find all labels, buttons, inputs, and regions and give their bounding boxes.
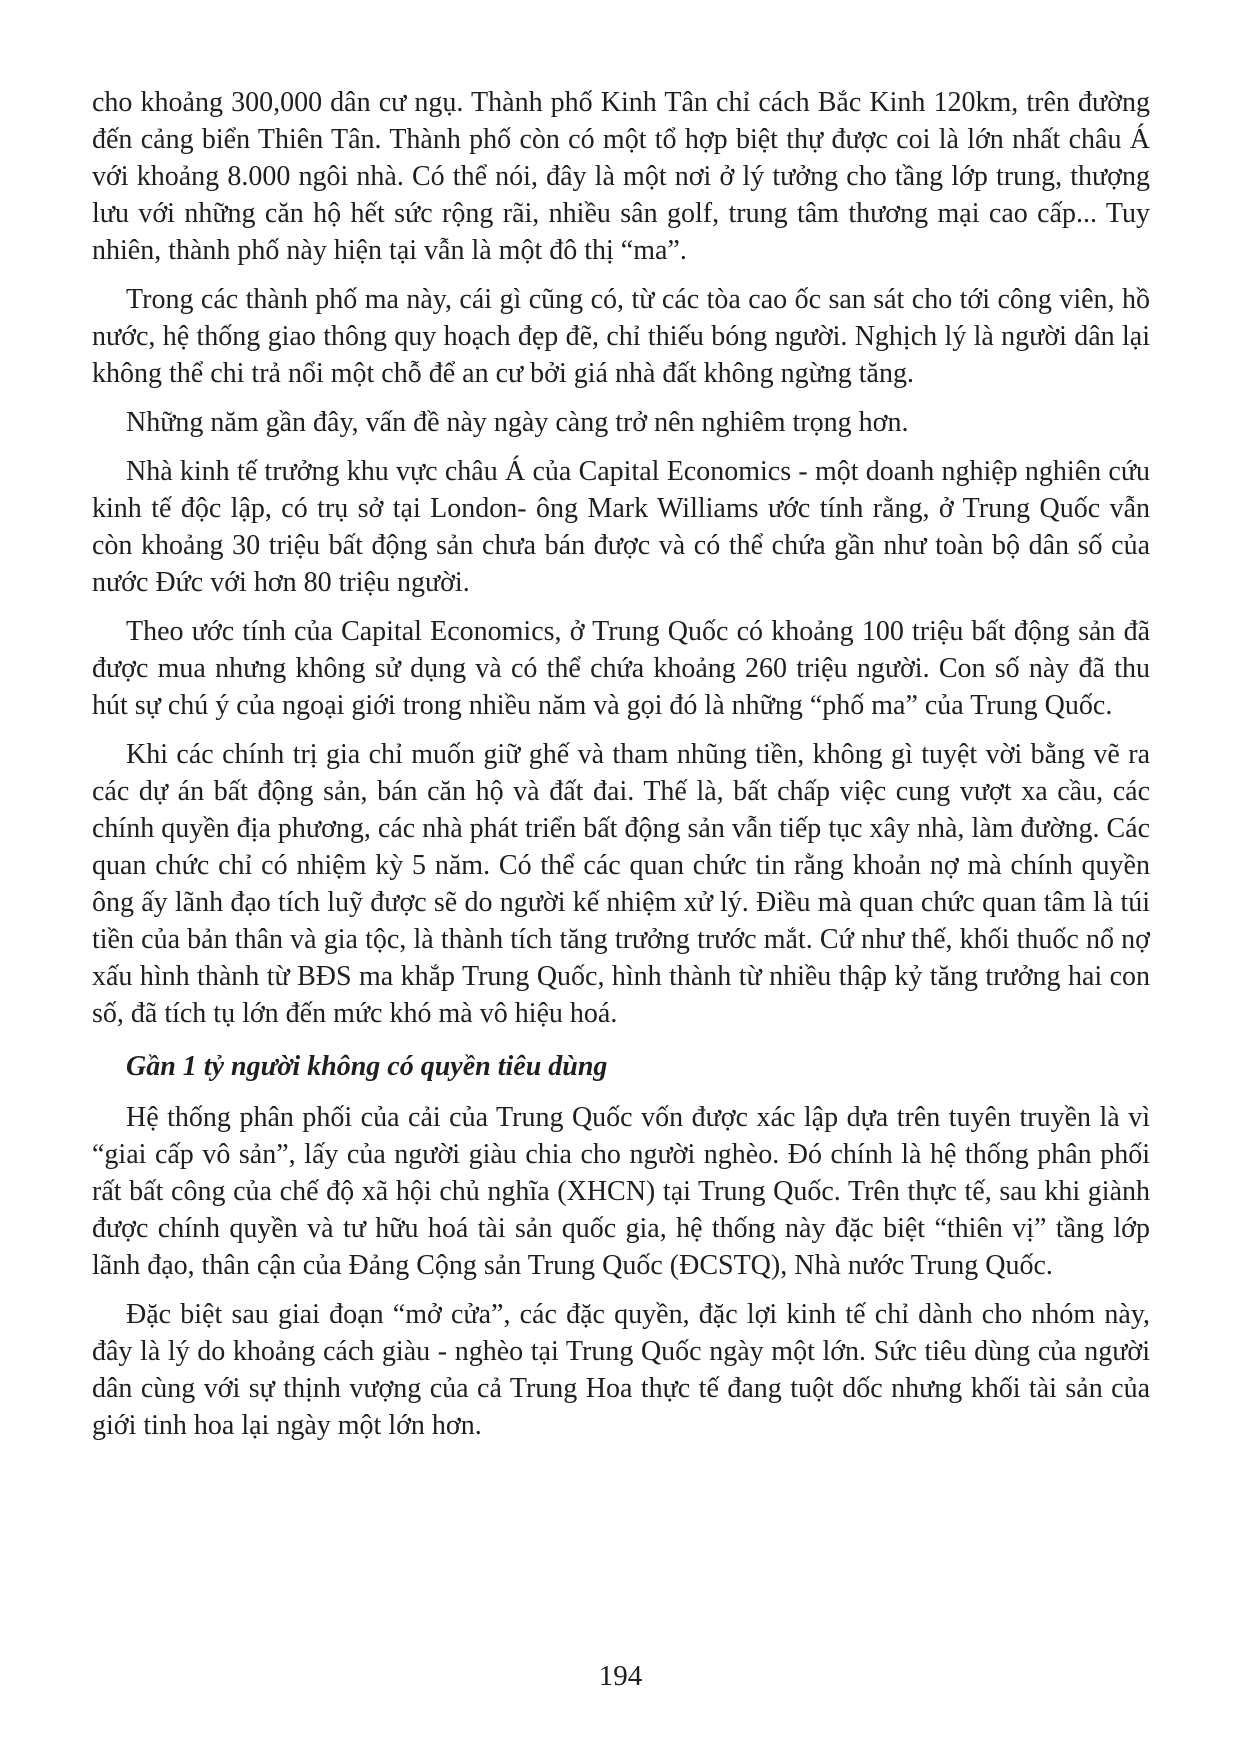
paragraph: Khi các chính trị gia chỉ muốn giữ ghế và tham nhũng tiền, không gì tuyệt vời bằng vẽ ra các dự án bất động sản, bán căn hộ và đất đai. Thế là, bất chấp việc cung vượt xa cầu, các chính quyền địa phương, các nhà phát triển bất động sản vẫn tiếp tục xây nhà, làm đường. Các quan chức chỉ có nhiệm kỳ 5 năm. Có thể các quan chức tin rằng khoản nợ mà chính quyền ông ấy lãnh đạo tích luỹ được sẽ do người kế nhiệm xử lý. Điều mà quan chức quan tâm là túi tiền của bản thân và gia tộc, là thành tích tăng trưởng trước mắt. Cứ như thế, khối thuốc nổ nợ xấu hình thành từ BĐS ma khắp Trung Quốc, hình thành từ nhiều thập kỷ tăng trưởng hai con số, đã tích tụ lớn đến mức khó mà vô hiệu hoá. (92, 739, 1150, 1029)
paragraph: Đặc biệt sau giai đoạn “mở cửa”, các đặc quyền, đặc lợi kinh tế chỉ dành cho nhóm này, đây là lý do khoảng cách giàu - nghèo tại Trung Quốc ngày một lớn. Sức tiêu dùng của người dân cùng với sự thịnh vượng của cả Trung Hoa thực tế đang tuột dốc nhưng khối tài sản của giới tinh hoa lại ngày một lớn hơn. (92, 1299, 1150, 1441)
page-text-block (92, 84, 1150, 1444)
paragraph: Trong các thành phố ma này, cái gì cũng có, từ các tòa cao ốc san sát cho tới công viên, hồ nước, hệ thống giao thông quy hoạch đẹp đẽ, chỉ thiếu bóng người. Nghịch lý là người dân lại không thể chi trả nổi một chỗ để an cư bởi giá nhà đất không ngừng tăng. (92, 284, 1150, 389)
paragraph: cho khoảng 300,000 dân cư ngụ. Thành phố Kinh Tân chỉ cách Bắc Kinh 120km, trên đường đến cảng biển Thiên Tân. Thành phố còn có một tổ hợp biệt thự được coi là lớn nhất châu Á với khoảng 8.000 ngôi nhà. Có thể nói, đây là một nơi ở lý tưởng cho tầng lớp trung, thượng lưu với những căn hộ hết sức rộng rãi, nhiều sân golf, trung tâm thương mại cao cấp... Tuy nhiên, thành phố này hiện tại vẫn là một đô thị “ma”. (92, 87, 1150, 266)
section-heading: Gần 1 tỷ người không có quyền tiêu dùng (126, 1051, 608, 1082)
paragraph: Hệ thống phân phối của cải của Trung Quốc vốn được xác lập dựa trên tuyên truyền là vì “giai cấp vô sản”, lấy của người giàu chia cho người nghèo. Đó chính là hệ thống phân phối rất bất công của chế độ xã hội chủ nghĩa (XHCN) tại Trung Quốc. Trên thực tế, sau khi giành được chính quyền và tư hữu hoá tài sản quốc gia, hệ thống này đặc biệt “thiên vị” tầng lớp lãnh đạo, thân cận của Đảng Cộng sản Trung Quốc (ĐCSTQ), Nhà nước Trung Quốc. (92, 1102, 1150, 1281)
paragraph: Nhà kinh tế trưởng khu vực châu Á của Capital Economics - một doanh nghiệp nghiên cứu kinh tế độc lập, có trụ sở tại London- ông Mark Williams ước tính rằng, ở Trung Quốc vẫn còn khoảng 30 triệu bất động sản chưa bán được và có thể chứa gần như toàn bộ dân số của nước Đức với hơn 80 triệu người. (92, 456, 1150, 598)
paragraph: Theo ước tính của Capital Economics, ở Trung Quốc có khoảng 100 triệu bất động sản đã được mua nhưng không sử dụng và có thể chứa khoảng 260 triệu người. Con số này đã thu hút sự chú ý của ngoại giới trong nhiều năm và gọi đó là những “phố ma” của Trung Quốc. (92, 616, 1150, 721)
page-number: 194 (598, 1660, 643, 1692)
paragraph: Những năm gần đây, vấn đề này ngày càng trở nên nghiêm trọng hơn. (126, 407, 909, 438)
